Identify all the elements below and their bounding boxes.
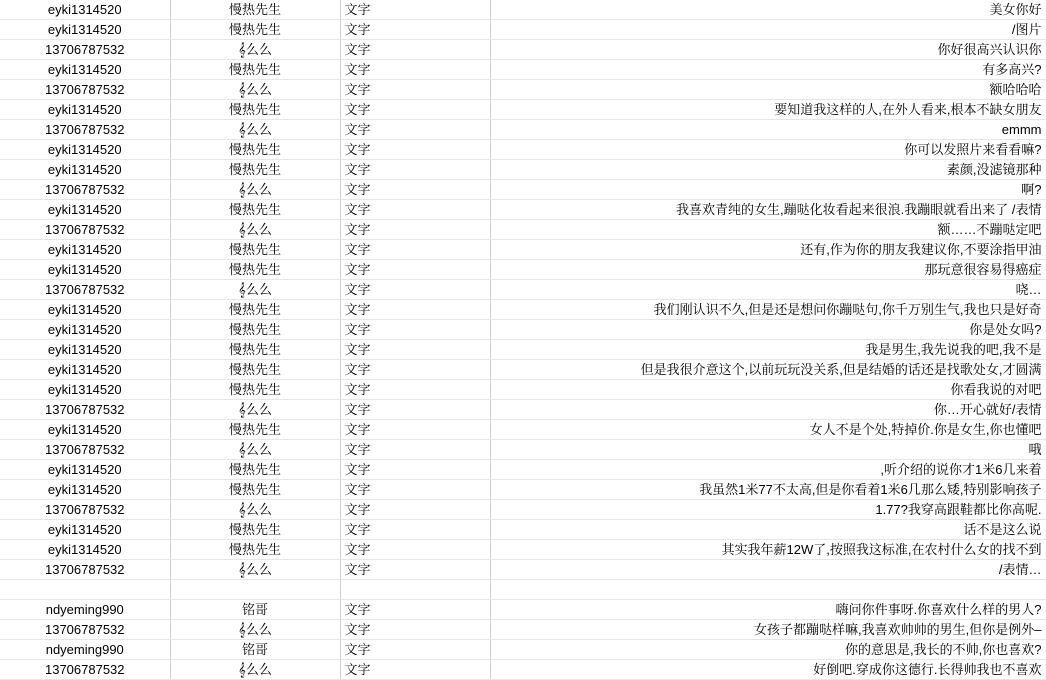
cell-nickname: 慢热先生 xyxy=(170,20,340,40)
cell-message: 我虽然1米77不太高,但是你看着1米6几那么矮,特别影响孩子 xyxy=(490,480,1046,500)
cell-message-type: 文字 xyxy=(340,180,490,200)
cell-account-id: eyki1314520 xyxy=(0,140,170,160)
cell-nickname: 慢热先生 xyxy=(170,420,340,440)
table-row[interactable] xyxy=(0,660,1046,680)
cell-message-type: 文字 xyxy=(340,280,490,300)
cell-message-type: 文字 xyxy=(340,460,490,480)
cell-account-id: eyki1314520 xyxy=(0,420,170,440)
cell-message: 1.77?我穿高跟鞋都比你高呢. xyxy=(490,500,1046,520)
table-row[interactable] xyxy=(0,200,1046,220)
cell-message: 其实我年薪12W了,按照我这标准,在农村什么女的找不到 xyxy=(490,540,1046,560)
cell-nickname: 慢热先生 xyxy=(170,0,340,20)
cell-nickname: 𝄞么么 xyxy=(170,440,340,460)
cell-nickname: 慢热先生 xyxy=(170,160,340,180)
cell-message xyxy=(490,580,1046,600)
cell-message: 你好很高兴认识你 xyxy=(490,40,1046,60)
cell-message-type: 文字 xyxy=(340,200,490,220)
cell-account-id: eyki1314520 xyxy=(0,240,170,260)
cell-message-type: 文字 xyxy=(340,660,490,680)
cell-message: 话不是这么说 xyxy=(490,520,1046,540)
cell-message: 要知道我这样的人,在外人看来,根本不缺女朋友 xyxy=(490,100,1046,120)
cell-nickname: 慢热先生 xyxy=(170,360,340,380)
cell-nickname: 慢热先生 xyxy=(170,200,340,220)
cell-nickname: 慢热先生 xyxy=(170,380,340,400)
cell-account-id: eyki1314520 xyxy=(0,0,170,20)
cell-account-id: 13706787532 xyxy=(0,500,170,520)
cell-nickname xyxy=(170,580,340,600)
cell-message: 我们刚认识不久,但是还是想问你蹦哒句,你千万别生气,我也只是好奇 xyxy=(490,300,1046,320)
cell-message: 有多高兴? xyxy=(490,60,1046,80)
cell-message: 女人不是个处,特掉价.你是女生,你也懂吧 xyxy=(490,420,1046,440)
table-row[interactable] xyxy=(0,480,1046,500)
table-row[interactable] xyxy=(0,60,1046,80)
cell-message: 你看我说的对吧 xyxy=(490,380,1046,400)
cell-message: 嗨问你件事呀.你喜欢什么样的男人? xyxy=(490,600,1046,620)
cell-message: 那玩意很容易得癌症 xyxy=(490,260,1046,280)
cell-account-id: ndyeming990 xyxy=(0,640,170,660)
cell-message-type: 文字 xyxy=(340,380,490,400)
cell-account-id: eyki1314520 xyxy=(0,260,170,280)
cell-message-type: 文字 xyxy=(340,520,490,540)
cell-message-type: 文字 xyxy=(340,20,490,40)
cell-nickname: 慢热先生 xyxy=(170,300,340,320)
cell-account-id: eyki1314520 xyxy=(0,520,170,540)
cell-message: emmm xyxy=(490,120,1046,140)
table-row-empty xyxy=(0,580,1046,600)
cell-account-id: 13706787532 xyxy=(0,440,170,460)
cell-message: 好倒吧.穿成你这德行.长得帅我也不喜欢 xyxy=(490,660,1046,680)
table-row[interactable] xyxy=(0,140,1046,160)
cell-message: 你…开心就好/表情 xyxy=(490,400,1046,420)
cell-nickname: 𝄞么么 xyxy=(170,560,340,580)
cell-nickname: 慢热先生 xyxy=(170,460,340,480)
cell-nickname: 慢热先生 xyxy=(170,540,340,560)
cell-message-type: 文字 xyxy=(340,540,490,560)
cell-message: 女孩子都蹦哒样嘛,我喜欢帅帅的男生,但你是例外– xyxy=(490,620,1046,640)
cell-message: 你的意思是,我长的不帅,你也喜欢? xyxy=(490,640,1046,660)
cell-nickname: 𝄞么么 xyxy=(170,620,340,640)
table-row[interactable] xyxy=(0,320,1046,340)
cell-account-id: ndyeming990 xyxy=(0,600,170,620)
cell-nickname: 𝄞么么 xyxy=(170,280,340,300)
cell-message-type: 文字 xyxy=(340,560,490,580)
table-row[interactable] xyxy=(0,440,1046,460)
table-row[interactable] xyxy=(0,100,1046,120)
table-row[interactable] xyxy=(0,560,1046,580)
cell-account-id: 13706787532 xyxy=(0,280,170,300)
cell-message: 美女你好 xyxy=(490,0,1046,20)
cell-message-type: 文字 xyxy=(340,100,490,120)
table-row[interactable] xyxy=(0,0,1046,20)
table-row[interactable] xyxy=(0,20,1046,40)
table-row[interactable] xyxy=(0,160,1046,180)
cell-nickname: 𝄞么么 xyxy=(170,80,340,100)
cell-nickname: 𝄞么么 xyxy=(170,660,340,680)
cell-message-type: 文字 xyxy=(340,340,490,360)
table-row[interactable] xyxy=(0,600,1046,620)
cell-account-id: 13706787532 xyxy=(0,120,170,140)
cell-message-type: 文字 xyxy=(340,160,490,180)
table-row[interactable] xyxy=(0,340,1046,360)
cell-account-id: eyki1314520 xyxy=(0,480,170,500)
cell-message-type: 文字 xyxy=(340,220,490,240)
table-row[interactable] xyxy=(0,500,1046,520)
cell-account-id xyxy=(0,580,170,600)
cell-nickname: 𝄞么么 xyxy=(170,180,340,200)
cell-account-id: 13706787532 xyxy=(0,400,170,420)
table-row[interactable] xyxy=(0,220,1046,240)
cell-message-type: 文字 xyxy=(340,40,490,60)
cell-message-type: 文字 xyxy=(340,620,490,640)
cell-message-type: 文字 xyxy=(340,400,490,420)
table-row[interactable] xyxy=(0,540,1046,560)
table-row[interactable] xyxy=(0,460,1046,480)
cell-nickname: 𝄞么么 xyxy=(170,500,340,520)
cell-message-type: 文字 xyxy=(340,80,490,100)
cell-message-type: 文字 xyxy=(340,360,490,380)
cell-account-id: eyki1314520 xyxy=(0,60,170,80)
cell-nickname: 铭哥 xyxy=(170,600,340,620)
cell-account-id: 13706787532 xyxy=(0,220,170,240)
cell-nickname: 慢热先生 xyxy=(170,240,340,260)
cell-account-id: eyki1314520 xyxy=(0,200,170,220)
cell-account-id: 13706787532 xyxy=(0,620,170,640)
cell-message-type: 文字 xyxy=(340,140,490,160)
table-row[interactable] xyxy=(0,240,1046,260)
cell-message-type: 文字 xyxy=(340,500,490,520)
cell-message-type: 文字 xyxy=(340,60,490,80)
cell-message: 素颜,没滤镜那种 xyxy=(490,160,1046,180)
cell-message-type: 文字 xyxy=(340,300,490,320)
table-row[interactable] xyxy=(0,120,1046,140)
cell-nickname: 𝄞么么 xyxy=(170,40,340,60)
cell-message: 你可以发照片来看看嘛? xyxy=(490,140,1046,160)
cell-nickname: 慢热先生 xyxy=(170,260,340,280)
table-row[interactable] xyxy=(0,380,1046,400)
cell-message: 哓… xyxy=(490,280,1046,300)
cell-message: 你是处女吗? xyxy=(490,320,1046,340)
cell-account-id: 13706787532 xyxy=(0,80,170,100)
cell-message-type: 文字 xyxy=(340,440,490,460)
cell-account-id: eyki1314520 xyxy=(0,380,170,400)
cell-nickname: 慢热先生 xyxy=(170,520,340,540)
table-row[interactable] xyxy=(0,420,1046,440)
table-row[interactable] xyxy=(0,620,1046,640)
cell-message: 我是男生,我先说我的吧,我不是 xyxy=(490,340,1046,360)
cell-message-type: 文字 xyxy=(340,0,490,20)
cell-message-type: 文字 xyxy=(340,260,490,280)
cell-message-type: 文字 xyxy=(340,480,490,500)
cell-account-id: 13706787532 xyxy=(0,40,170,60)
table-row[interactable] xyxy=(0,280,1046,300)
cell-nickname: 𝄞么么 xyxy=(170,400,340,420)
cell-nickname: 铭哥 xyxy=(170,640,340,660)
table-row[interactable] xyxy=(0,260,1046,280)
cell-message: 我喜欢青纯的女生,蹦哒化妆看起来很浪.我蹦眼就看出来了 /表情 xyxy=(490,200,1046,220)
cell-nickname: 慢热先生 xyxy=(170,320,340,340)
cell-message-type: 文字 xyxy=(340,120,490,140)
cell-message-type: 文字 xyxy=(340,600,490,620)
cell-nickname: 慢热先生 xyxy=(170,60,340,80)
table-row[interactable] xyxy=(0,400,1046,420)
cell-account-id: eyki1314520 xyxy=(0,360,170,380)
cell-account-id: eyki1314520 xyxy=(0,100,170,120)
cell-account-id: eyki1314520 xyxy=(0,340,170,360)
cell-nickname: 慢热先生 xyxy=(170,100,340,120)
table-row[interactable] xyxy=(0,80,1046,100)
cell-account-id: 13706787532 xyxy=(0,660,170,680)
cell-message: /表情… xyxy=(490,560,1046,580)
cell-message: 啊? xyxy=(490,180,1046,200)
cell-nickname: 𝄞么么 xyxy=(170,220,340,240)
cell-message-type: 文字 xyxy=(340,640,490,660)
cell-account-id: eyki1314520 xyxy=(0,320,170,340)
cell-message: 哦 xyxy=(490,440,1046,460)
cell-account-id: eyki1314520 xyxy=(0,460,170,480)
cell-nickname: 慢热先生 xyxy=(170,480,340,500)
cell-message: 额……不蹦哒定吧 xyxy=(490,220,1046,240)
table-row[interactable] xyxy=(0,640,1046,660)
cell-message-type: 文字 xyxy=(340,420,490,440)
cell-account-id: eyki1314520 xyxy=(0,300,170,320)
cell-account-id: eyki1314520 xyxy=(0,540,170,560)
cell-account-id: 13706787532 xyxy=(0,180,170,200)
cell-account-id: 13706787532 xyxy=(0,560,170,580)
table-row[interactable] xyxy=(0,360,1046,380)
table-row[interactable] xyxy=(0,520,1046,540)
cell-nickname: 慢热先生 xyxy=(170,340,340,360)
cell-message-type: 文字 xyxy=(340,240,490,260)
cell-message: 额哈哈哈 xyxy=(490,80,1046,100)
table-row[interactable] xyxy=(0,40,1046,60)
table-row[interactable] xyxy=(0,300,1046,320)
cell-message: 还有,作为你的朋友我建议你,不要涂指甲油 xyxy=(490,240,1046,260)
cell-message: ,听介绍的说你才1米6几来着 xyxy=(490,460,1046,480)
cell-message-type: 文字 xyxy=(340,320,490,340)
cell-nickname: 慢热先生 xyxy=(170,140,340,160)
table-row[interactable] xyxy=(0,180,1046,200)
cell-message-type xyxy=(340,580,490,600)
cell-message: /图片 xyxy=(490,20,1046,40)
cell-account-id: eyki1314520 xyxy=(0,20,170,40)
cell-nickname: 𝄞么么 xyxy=(170,120,340,140)
cell-message: 但是我很介意这个,以前玩玩没关系,但是结婚的话还是找歌处女,才圆满 xyxy=(490,360,1046,380)
cell-account-id: eyki1314520 xyxy=(0,160,170,180)
